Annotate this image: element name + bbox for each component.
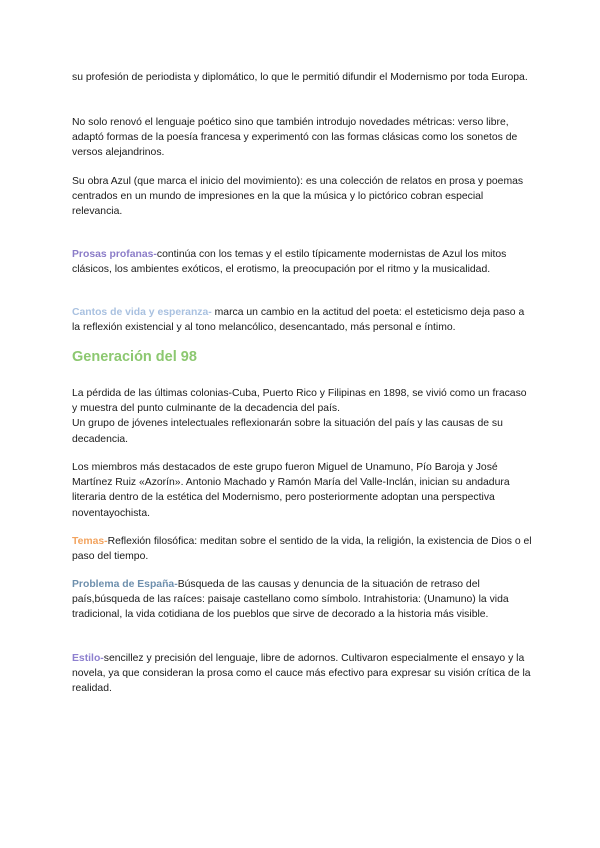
- paragraph-text: Búsqueda de las causas y denuncia de la situación de retraso del país,búsqueda de las raíces: paisaje castellano como símbolo. Intrahistoria: (Unamuno) la vida tradicional, la vida cotidiana de los pueblos que sirve de decorado a la historia más visible.: [72, 579, 509, 621]
- section-heading-generacion-98: Generación del 98: [72, 349, 197, 365]
- paragraph-difusion: [72, 70, 532, 85]
- paragraph-cantos: [72, 305, 532, 335]
- paragraph-text: sencillez y precisión del lenguaje, libre de adornos. Cultivaron especialmente el ensayo y la novela, ya que consideran la prosa como el cauce más efectivo para expresar su visión crítica de la realidad.: [72, 653, 531, 695]
- label-prosas-profanas: Prosas profanas-: [72, 249, 157, 260]
- paragraph-colonias: [72, 386, 532, 447]
- paragraph-text: La pérdida de las últimas colonias-Cuba, Puerto Rico y Filipinas en 1898, se vivió como un fracaso y muestra del punto culminante de la decadencia del país.: [72, 388, 527, 415]
- paragraph-prosas-profanas: [72, 247, 532, 277]
- paragraph-line: [72, 305, 532, 335]
- paragraph-line: [72, 247, 532, 277]
- paragraph-text: Un grupo de jóvenes intelectuales reflexionarán sobre la situación del país y las causas de su decadencia.: [72, 418, 503, 445]
- paragraph-text: marca un cambio en la actitud del poeta: el esteticismo deja paso a la reflexión existencial y al tono melancólico, desencantado, más personal e íntimo.: [72, 307, 525, 334]
- paragraph-text: Los miembros más destacados de este grupo fueron Miguel de Unamuno, Pío Baroja y José Martínez Ruiz «Azorín». Antonio Machado y Ramón María del Valle-Inclán, inician su andadura literaria dentro de la estética del Modernismo, pero posteriormente adoptan una perspectiva noventayochista.: [72, 462, 510, 519]
- paragraph-temas: [72, 534, 532, 564]
- paragraph-text: Reflexión filosófica: meditan sobre el sentido de la vida, la religión, la existencia de Dios o el paso del tiempo.: [72, 536, 532, 563]
- label-cantos-de-vida: Cantos de vida y esperanza-: [72, 307, 212, 318]
- paragraph-problema-espana: [72, 577, 532, 623]
- paragraph-text: Su obra Azul (que marca el inicio del movimiento): es una colección de relatos en prosa y poemas centrados en un mundo de impresiones en la que la música y lo pictórico cobran especial relevancia.: [72, 176, 524, 218]
- label-estilo: Estilo-: [72, 653, 104, 664]
- paragraph-line: [72, 651, 532, 697]
- label-temas: Temas-: [72, 536, 108, 547]
- paragraph-miembros: [72, 460, 532, 521]
- paragraph-text: No solo renovó el lenguaje poético sino que también introdujo novedades métricas: verso libre, adaptó formas de la poesía francesa y experimentó con las formas clásicas como los sonetos de versos alejandrinos.: [72, 117, 518, 159]
- paragraph-line: [72, 577, 532, 623]
- paragraph-text: su profesión de periodista y diplomático, lo que le permitió difundir el Modernismo por toda Europa.: [72, 72, 528, 83]
- paragraph-estilo: [72, 651, 532, 697]
- paragraph-azul: [72, 174, 532, 220]
- paragraph-line: [72, 534, 532, 564]
- paragraph-text: continúa con los temas y el estilo típicamente modernistas de Azul los mitos clásicos, los ambientes exóticos, el erotismo, la preocupación por el ritmo y la musicalidad.: [72, 249, 507, 276]
- paragraph-renovacion: [72, 115, 532, 161]
- label-problema-espana: Problema de España-: [72, 579, 178, 590]
